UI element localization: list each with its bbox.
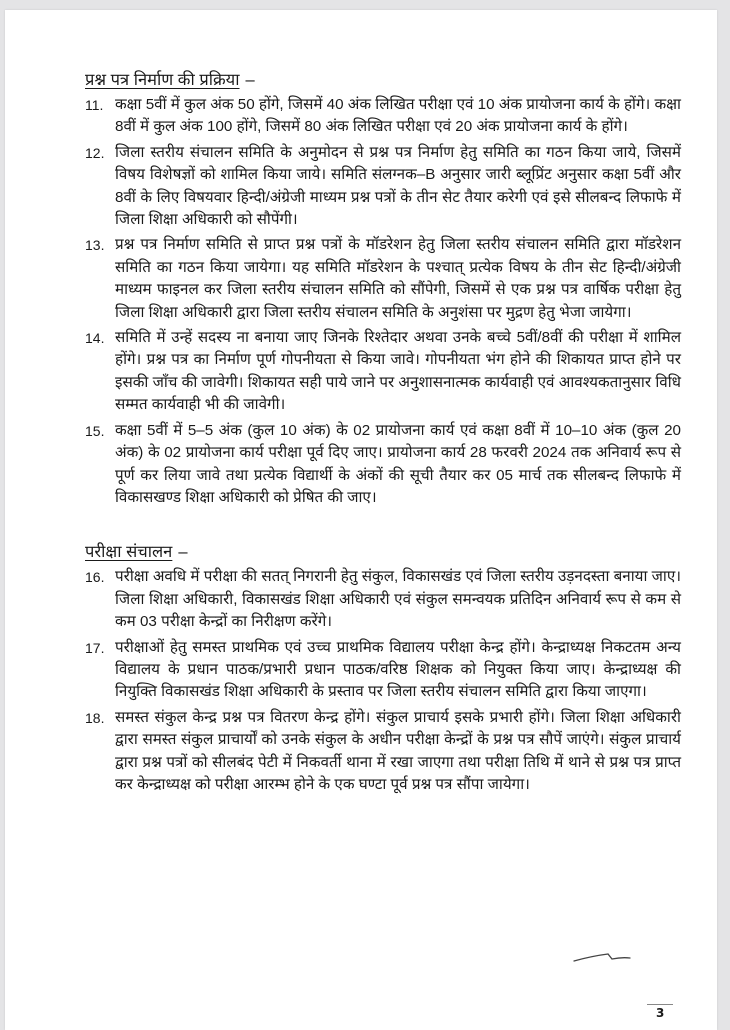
item-text: परीक्षा अवधि में परीक्षा की सतत् निगरानी हेतु संकुल, विकासखंड एवं जिला स्तरीय उड़नदस्ता बनाया जाए। जिला शिक्षा अधिकारी, विकासखंड शिक्षा अधिकारी एवं संकुल समन्वयक प्रतिदिन अनिवार्य रूप से कम से कम 03 परीक्षा केन्द्रों का निरीक्षण करेंगे।	[115, 568, 681, 631]
item-text: कक्षा 5वीं में कुल अंक 50 होंगे, जिसमें 40 अंक लिखित परीक्षा एवं 10 अंक प्रायोजना कार्य के होंगे। कक्षा 8वीं में कुल अंक 100 होंगे, जिसमें 80 अंक लिखित परीक्षा एवं 20 अंक प्रायोजना कार्य के होंगे।	[115, 96, 681, 136]
document-content	[85, 68, 681, 799]
item-number: 14.	[85, 330, 105, 347]
item-text: परीक्षाओं हेतु समस्त प्राथमिक एवं उच्च प्राथमिक विद्यालय परीक्षा केन्द्र होंगे। केन्द्राध्यक्ष निकटतम अन्य विद्यालय के प्रधान पाठक/प्रभारी प्रधान पाठक/वरिष्ठ शिक्षक को नियुक्त किया जाए। केन्द्राध्यक्ष की नियुक्ति विकासखंड शिक्षा अधिकारी के प्रस्ताव पर जिला स्तरीय संचालन समिति द्वारा किया जाएगा।	[115, 638, 681, 701]
item-number: 17.	[85, 639, 105, 656]
item-number: 12.	[85, 144, 105, 161]
list-item	[85, 566, 681, 633]
item-number: 15.	[85, 422, 105, 439]
item-text: प्रश्न पत्र निर्माण समिति से प्राप्त प्रश्न पत्रों के मॉडरेशन हेतु जिला स्तरीय संचालन समिति द्वारा मॉडरेशन समिति का गठन किया जायेगा। यह समिति मॉडरेशन के पश्चात् प्रत्येक विषय के तीन सेट हिन्दी/अंग्रेजी माध्यम फाइनल कर जिला स्तरीय संचालन समिति को सौंपेगी, जिसमें से एक प्रश्न पत्र वार्षिक परीक्षा हेतु जिला शिक्षा अधिकारी द्वारा जिला स्तरीय संचालन समिति के अनुशंसा पर मुद्रण हेतु भेजा जायेगा।	[115, 236, 681, 321]
item-number: 11.	[85, 97, 104, 113]
item-text: समस्त संकुल केन्द्र प्रश्न पत्र वितरण केन्द्र होंगे। संकुल प्राचार्य इसके प्रभारी होंगे। जिला शिक्षा अधिकारी द्वारा समस्त संकुल प्राचार्यों को उनके संकुल के अधीन परीक्षा केन्द्रों के प्रश्न पत्र सौपें जाएंगे। संकुल प्राचार्य द्वारा प्रश्न पत्रों को सीलबंद पेटी में निकवर्ती थाना में रखा जाएगा तथा परीक्षा तिथि में थाने से प्रश्न पत्र प्राप्त कर केन्द्राध्यक्ष को परीक्षा आरम्भ होने के एक घण्टा पूर्व प्रश्न पत्र सौंपा जायेगा।	[115, 708, 681, 793]
document-page	[5, 10, 717, 1030]
section-heading-text: परीक्षा संचालन	[85, 543, 173, 562]
section-heading-question-paper-process: प्रश्न पत्र निर्माण की प्रक्रिया –	[85, 71, 255, 89]
item-text: जिला स्तरीय संचालन समिति के अनुमोदन से प्रश्न पत्र निर्माण हेतु समिति का गठन किया जाये, जिसमें विषय विशेषज्ञों को शामिल किया जाये। समिति संलग्नक–B अनुसार जारी ब्लूप्रिंट अनुसार कक्षा 5वीं और 8वीं के लिए विषयवार हिन्दी/अंग्रेजी माध्यम प्रश्न पत्रों के तीन सेट तैयार करेगी एवं इसे सीलबन्द लिफाफे में जिला शिक्षा अधिकारी को सौपेंगी।	[115, 143, 681, 229]
item-number: 16.	[85, 569, 105, 586]
list-item	[85, 707, 681, 797]
page-number-rule	[647, 1004, 673, 1005]
page-number: 3	[656, 1006, 665, 1020]
item-number: 13.	[85, 237, 105, 254]
signature-mark	[572, 950, 632, 964]
section-heading-exam-conduct: परीक्षा संचालन –	[85, 543, 188, 562]
list-item	[85, 234, 681, 324]
list-item	[85, 142, 681, 232]
item-text: समिति में उन्हें सदस्य ना बनाया जाए जिनके रिश्तेदार अथवा उनके बच्चे 5वीं/8वीं की परीक्षा में शामिल होंगे। प्रश्न पत्र का निर्माण पूर्ण गोपनीयता से किया जावे। गोपनीयता भंग होने की शिकायत प्राप्त होने पर इसकी जाँच की जावेगी। शिकायत सही पाये जाने पर अनुशासनात्मक कार्यवाही एवं आवश्यकतानुसार विधि सम्मत कार्यवाही भी की जावेगी।	[115, 329, 681, 414]
section-heading-text: प्रश्न पत्र निर्माण की प्रक्रिया	[85, 71, 240, 89]
item-text: कक्षा 5वीं में 5–5 अंक (कुल 10 अंक) के 02 प्रायोजना कार्य एवं कक्षा 8वीं में 10–10 अंक (कुल 20 अंक) के 02 प्रायोजना कार्य परीक्षा पूर्व दिए जाए। प्रायोजना कार्य 28 फरवरी 2024 तक अनिवार्य रूप से पूर्ण कर लिया जावे तथा प्रत्येक विद्यार्थी के अंकों की सूची तैयार कर 05 मार्च तक सीलबन्द लिफाफे में विकासखण्ड शिक्षा अधिकारी को प्रेषित की जाए।	[115, 421, 681, 506]
list-item	[85, 94, 681, 139]
section-spacer	[85, 512, 681, 540]
list-item	[85, 637, 681, 704]
item-number: 18.	[85, 709, 105, 726]
list-item	[85, 327, 681, 417]
list-item	[85, 420, 681, 510]
